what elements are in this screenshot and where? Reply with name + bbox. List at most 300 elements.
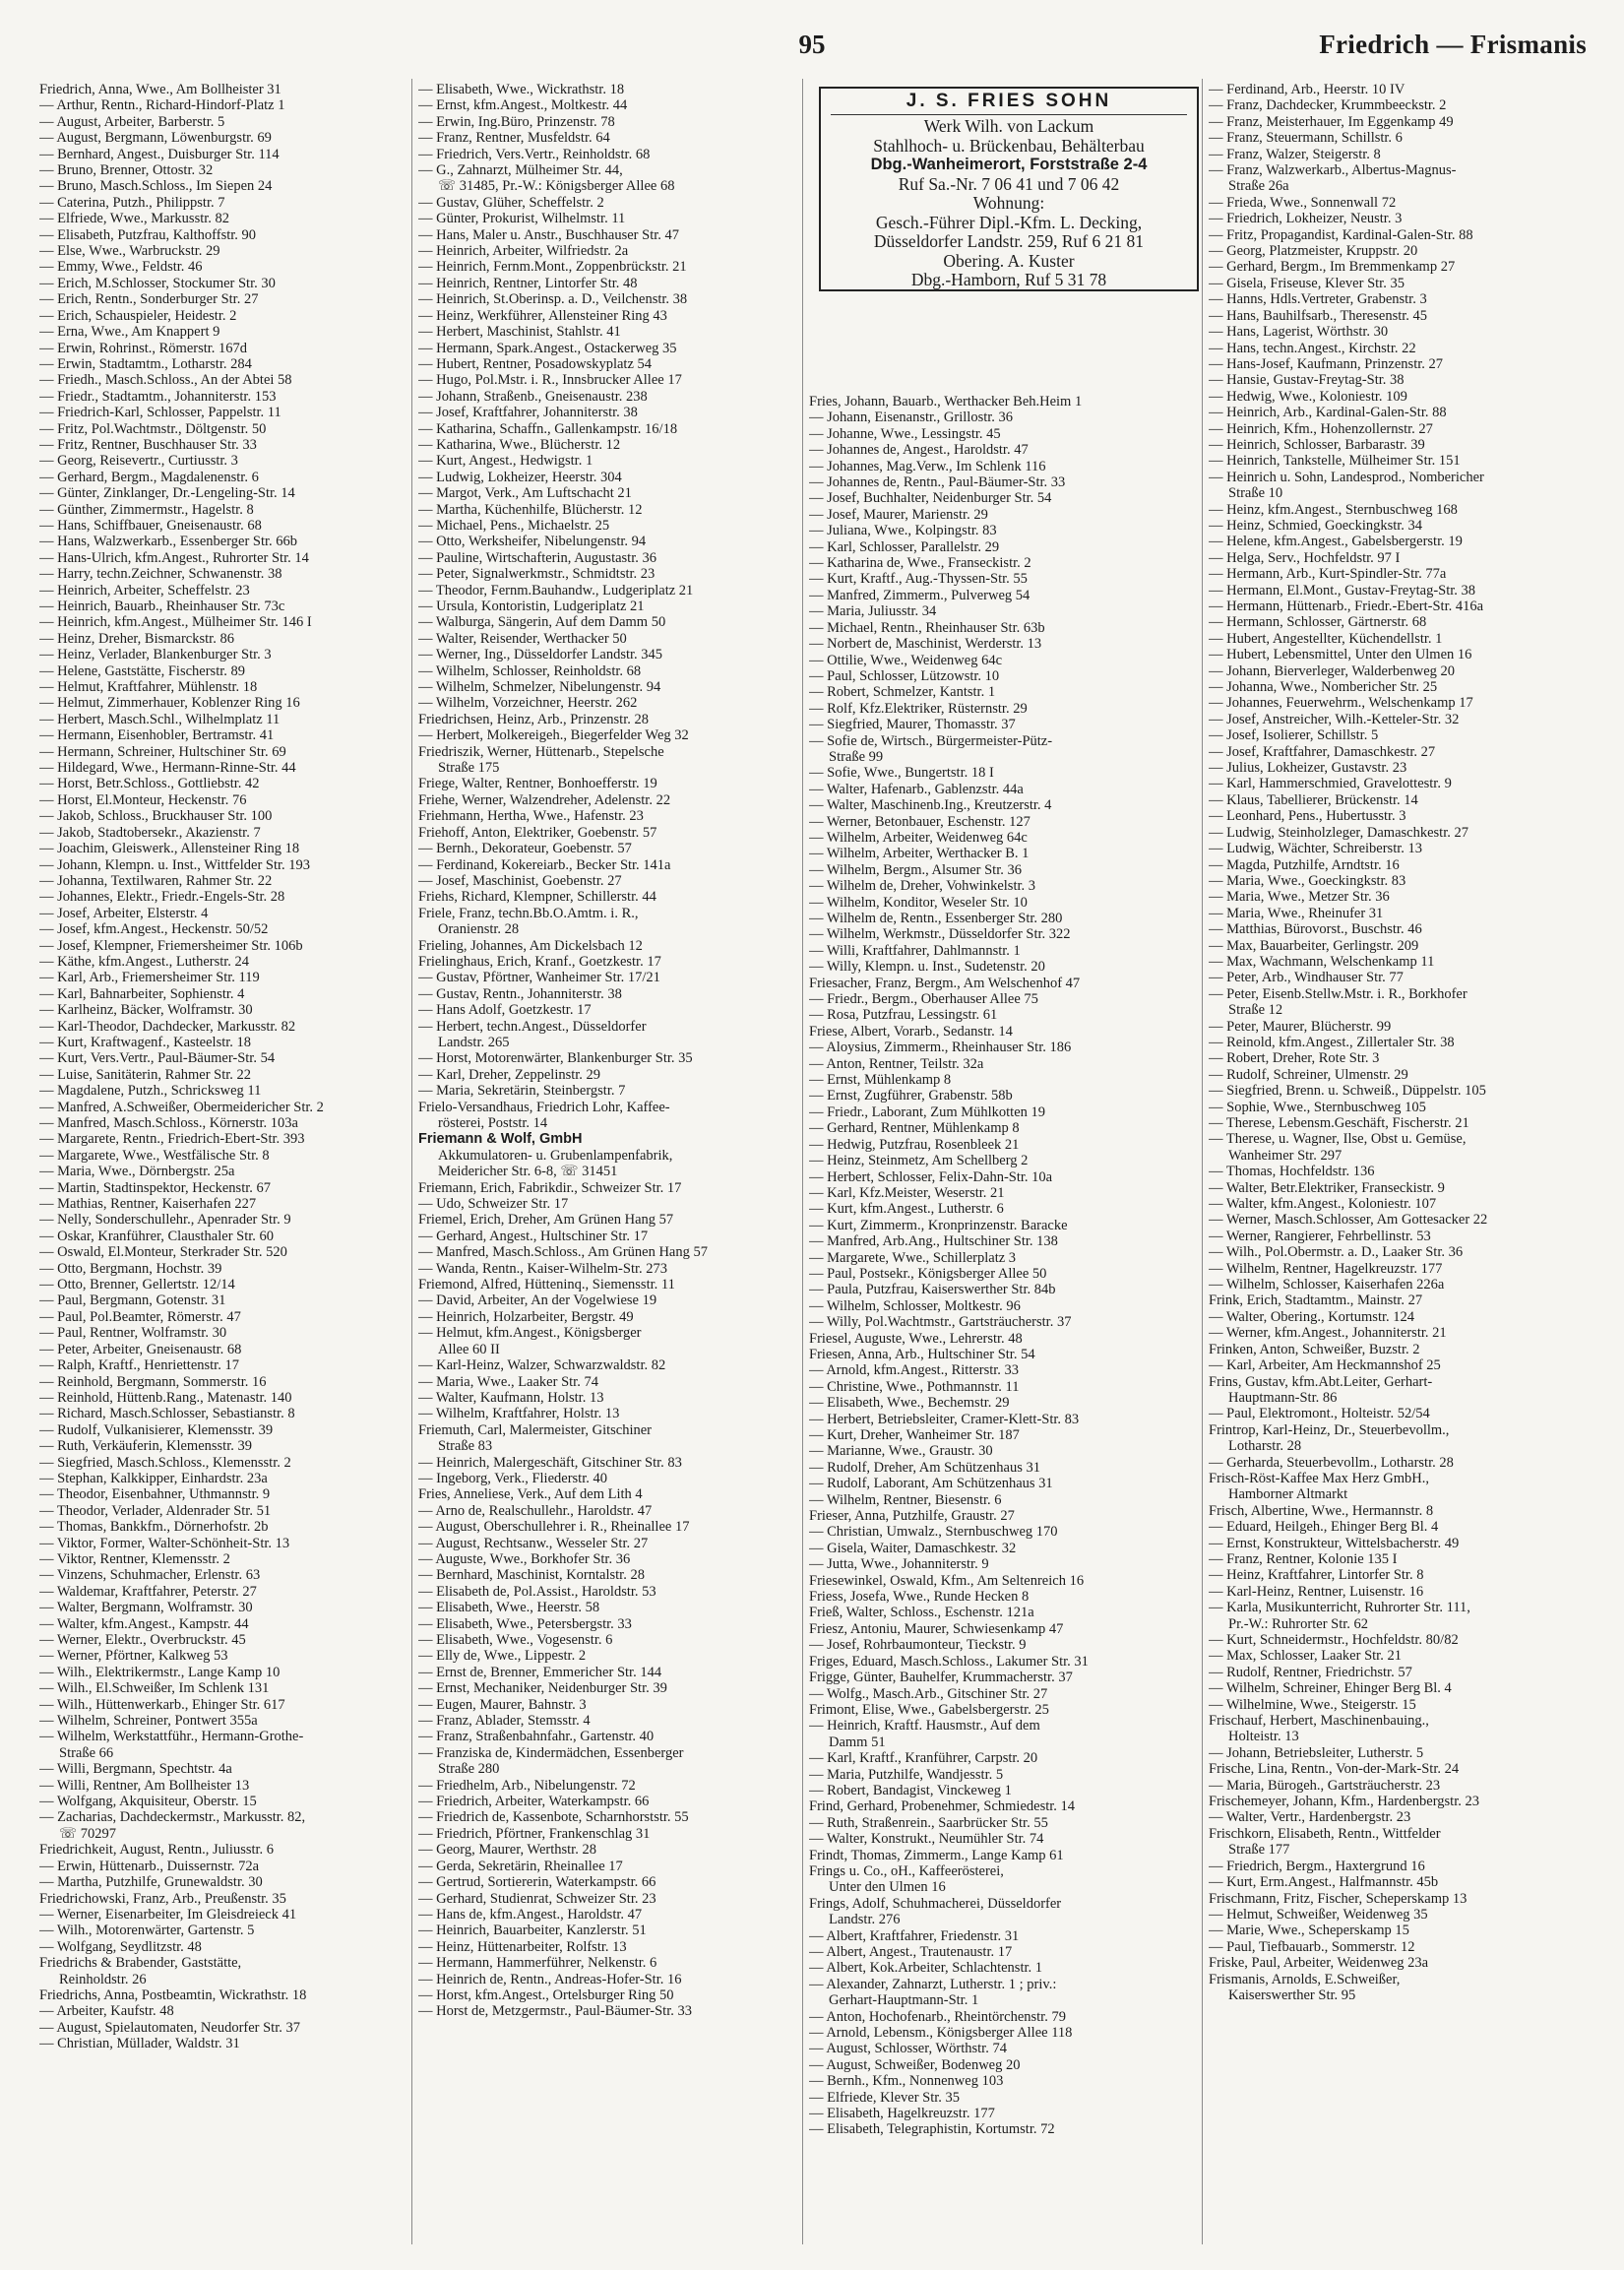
directory-entry-line: — Willi, Bergmann, Spechtstr. 4a xyxy=(39,1761,232,1778)
directory-entry-line: — Johann, Klempn. u. Inst., Wittfelder Str. 193 xyxy=(39,856,311,873)
directory-entry-line: — August, Schweißer, Bodenweg 20 xyxy=(809,2056,1021,2073)
ad-line: Dbg.-Wanheimerort, Forststraße 2-4 xyxy=(870,156,1148,173)
directory-entry-line: — Maria, Wwe., Goeckingkstr. 83 xyxy=(1209,872,1406,889)
directory-entry-line: — Wilh., Hüttenwerkarb., Ehinger Str. 617 xyxy=(39,1696,285,1713)
directory-entry-line: — Otto, Brenner, Gellertstr. 12/14 xyxy=(39,1277,235,1293)
directory-entry-line: — Hans, Walzwerkarb., Essenberger Str. 66b xyxy=(39,534,298,550)
directory-entry-line: — Wilhelm, Vorzeichner, Heerstr. 262 xyxy=(418,695,638,712)
directory-entry-line: — Josef, kfm.Angest., Heckenstr. 50/52 xyxy=(39,921,269,938)
directory-entry-line: — Elisabeth, Wwe., Bechemstr. 29 xyxy=(809,1395,1010,1412)
directory-entry-line: — Erich, Rentn., Sonderburger Str. 27 xyxy=(39,291,259,308)
directory-entry-line: — Wilhelm, Schmelzer, Nibelungenstr. 94 xyxy=(418,679,661,696)
directory-entry-line: — Arthur, Rentn., Richard-Hindorf-Platz 1 xyxy=(39,97,285,114)
directory-entry-line: — Gerhard, Bergm., Magdalenenstr. 6 xyxy=(39,469,259,485)
directory-entry-line: Straße 177 xyxy=(1228,1842,1290,1859)
directory-entry-line: — Reinhold, Hüttenb.Rang., Matenastr. 140 xyxy=(39,1389,292,1406)
directory-entry-line: — Erwin, Ing.Büro, Prinzenstr. 78 xyxy=(418,113,615,130)
directory-entry-line: — Robert, Schmelzer, Kantstr. 1 xyxy=(809,684,996,701)
directory-entry-line: — Kurt, Vers.Vertr., Paul-Bäumer-Str. 54 xyxy=(39,1050,276,1067)
directory-entry-line: — Karl, Arb., Friemersheimer Str. 119 xyxy=(39,970,260,986)
directory-entry-line: — Heinz, kfm.Angest., Sternbuschweg 168 xyxy=(1209,501,1458,518)
directory-entry-line: — Hans, Lagerist, Wörthstr. 30 xyxy=(1209,324,1389,341)
directory-entry-line: — Ernst, Mühlenkamp 8 xyxy=(809,1072,952,1089)
directory-entry-line: — Hubert, Rentner, Posadowskyplatz 54 xyxy=(418,355,653,372)
directory-entry-line: Friese, Albert, Vorarb., Sedanstr. 14 xyxy=(809,1023,1013,1040)
ad-line: Dbg.-Hamborn, Ruf 5 31 78 xyxy=(910,270,1107,289)
directory-entry-line: Frindt, Thomas, Zimmerm., Lange Kamp 61 xyxy=(809,1847,1064,1863)
directory-entry-line: — Wilhelm, Rentner, Hagelkreuzstr. 177 xyxy=(1209,1260,1443,1277)
directory-entry-line: — Gerhard, Studienrat, Schweizer Str. 23 xyxy=(418,1890,656,1907)
directory-entry-line: — Hanns, Hdls.Vertreter, Grabenstr. 3 xyxy=(1209,291,1427,308)
directory-entry-line: Friemann & Wolf, GmbH xyxy=(418,1131,583,1148)
directory-entry-line: — Franz, Straßenbahnfahr., Gartenstr. 40 xyxy=(418,1729,655,1745)
directory-entry-line: — Waldemar, Kraftfahrer, Peterstr. 27 xyxy=(39,1583,257,1600)
directory-entry-line: — Hermann, Eisenhobler, Bertramstr. 41 xyxy=(39,727,275,744)
directory-entry-line: — Elly de, Wwe., Lippestr. 2 xyxy=(418,1648,587,1665)
directory-entry-line: — Manfred, Masch.Schloss., Am Grünen Hang 57 xyxy=(418,1244,708,1261)
directory-entry-line: — Klaus, Tabellierer, Brückenstr. 14 xyxy=(1209,791,1418,808)
directory-entry-line: Friesacher, Franz, Bergm., Am Welschenhof 47 xyxy=(809,975,1081,991)
directory-entry-line: — Elisabeth, Wwe., Petersbergstr. 33 xyxy=(418,1615,632,1632)
directory-entry-line: — Theodor, Eisenbahner, Uthmannstr. 9 xyxy=(39,1486,271,1503)
directory-entry-line: — Wilhelm, Schreiner, Ehinger Berg Bl. 4 xyxy=(1209,1680,1452,1697)
directory-entry-line: — Marie, Wwe., Scheperskamp 15 xyxy=(1209,1923,1409,1939)
directory-entry-line: — Gerhard, Rentner, Mühlenkamp 8 xyxy=(809,1120,1020,1137)
directory-entry-line: — Mathias, Rentner, Kaiserhafen 227 xyxy=(39,1196,257,1213)
directory-entry-line: — Herbert, Schlosser, Felix-Dahn-Str. 10a xyxy=(809,1168,1053,1185)
directory-entry-line: — Willi, Kraftfahrer, Dahlmannstr. 1 xyxy=(809,942,1021,959)
directory-entry-line: — Helene, kfm.Angest., Gabelsbergerstr. 19 xyxy=(1209,534,1463,550)
directory-entry-line: — Karlheinz, Bäcker, Wolframstr. 30 xyxy=(39,1002,253,1019)
directory-entry-line: — Theodor, Fernm.Bauhandw., Ludgeriplatz 21 xyxy=(418,582,694,599)
directory-entry-line: Frielo-Versandhaus, Friedrich Lohr, Kaffee- xyxy=(418,1099,670,1115)
directory-entry-line: — Heinrich, Fernm.Mont., Zoppenbrückstr. 21 xyxy=(418,259,687,276)
directory-entry-line: — Fritz, Propagandist, Kardinal-Galen-Str. 88 xyxy=(1209,226,1473,243)
directory-entry-line: — Walter, Kaufmann, Holstr. 13 xyxy=(418,1389,604,1406)
directory-entry-line: — Erna, Wwe., Am Knappert 9 xyxy=(39,324,220,341)
directory-entry-line: — Ludwig, Wächter, Schreiberstr. 13 xyxy=(1209,841,1422,857)
directory-entry-line: — Christian, Umwalz., Sternbuschweg 170 xyxy=(809,1524,1058,1541)
directory-entry-line: — Maria, Sekretärin, Steinbergstr. 7 xyxy=(418,1083,626,1100)
directory-entry-line: Friemann, Erich, Fabrikdir., Schweizer Str. 17 xyxy=(418,1179,682,1196)
directory-entry-line: — Karl, Schlosser, Parallelstr. 29 xyxy=(809,538,1000,555)
directory-entry-line: — Elfriede, Klever Str. 35 xyxy=(809,2089,961,2106)
directory-entry-line: — Maria, Juliusstr. 34 xyxy=(809,603,937,620)
directory-entry-line: — Hildegard, Wwe., Hermann-Rinne-Str. 44 xyxy=(39,760,296,777)
directory-entry-line: — Robert, Dreher, Rote Str. 3 xyxy=(1209,1050,1380,1067)
directory-entry-line: Gerhart-Hauptmann-Str. 1 xyxy=(829,1992,979,2009)
directory-entry-line: — Karla, Musikunterricht, Ruhrorter Str. 111, xyxy=(1209,1600,1470,1616)
directory-entry-line: — Therese, u. Wagner, Ilse, Obst u. Gemüse, xyxy=(1209,1131,1467,1148)
directory-entry-line: Friedrichsen, Heinz, Arb., Prinzenstr. 28 xyxy=(418,711,649,727)
directory-entry-line: Straße 99 xyxy=(829,748,884,765)
directory-entry-line: — Karl, Arbeiter, Am Heckmannshof 25 xyxy=(1209,1357,1441,1374)
directory-entry-line: Frismanis, Arnolds, E.Schweißer, xyxy=(1209,1971,1401,1987)
directory-entry-line: — Reinold, kfm.Angest., Zillertaler Str. 38 xyxy=(1209,1034,1455,1050)
directory-entry-line: Friges, Eduard, Masch.Schloss., Lakumer Str. 31 xyxy=(809,1653,1089,1670)
directory-entry-line: Frink, Erich, Stadtamtm., Mainstr. 27 xyxy=(1209,1293,1423,1309)
directory-entry-line: — Peter, Eisenb.Stellw.Mstr. i. R., Borkhofer xyxy=(1209,985,1468,1002)
entry-column-4 xyxy=(1209,82,1583,2003)
directory-entry-line: — Manfred, Arb.Ang., Hultschiner Str. 138 xyxy=(809,1233,1058,1250)
directory-entry-line: — Günther, Zimmermstr., Hagelstr. 8 xyxy=(39,501,254,518)
directory-entry-line: — Michael, Pens., Michaelstr. 25 xyxy=(418,517,610,534)
directory-entry-line: — Heinrich, Malergeschäft, Gitschiner Str. 83 xyxy=(418,1454,682,1471)
directory-entry-line: — Johann, Bierverleger, Walderbenweg 20 xyxy=(1209,662,1456,679)
directory-entry-line: — Aloysius, Zimmerm., Rheinhauser Str. 186 xyxy=(809,1040,1072,1056)
directory-entry-line: Straße 12 xyxy=(1228,1002,1283,1019)
directory-entry-line: — Julius, Lokheizer, Gustavstr. 23 xyxy=(1209,760,1407,777)
directory-entry-line: — Maria, Wwe., Metzer Str. 36 xyxy=(1209,889,1390,906)
directory-entry-line: — Heinrich, Tankstelle, Mülheimer Str. 151 xyxy=(1209,453,1461,470)
directory-entry-line: — Ernst, Zugführer, Grabenstr. 58b xyxy=(809,1088,1013,1104)
directory-entry-line: — Georg, Platzmeister, Kruppstr. 20 xyxy=(1209,243,1418,260)
directory-entry-line: Unter den Ulmen 16 xyxy=(829,1879,946,1896)
ad-divider xyxy=(831,114,1187,115)
directory-entry-line: Straße 10 xyxy=(1228,485,1283,502)
directory-entry-line: — Friedrich, Pförtner, Frankenschlag 31 xyxy=(418,1825,651,1842)
directory-entry-line: — Maria, Putzhilfe, Wandjesstr. 5 xyxy=(809,1766,1004,1783)
directory-entry-line: — Josef, Anstreicher, Wilh.-Ketteler-Str. 32 xyxy=(1209,711,1460,727)
directory-entry-line: — Wilhelm, Werkmstr., Düsseldorfer Str. 322 xyxy=(809,926,1071,943)
directory-entry-line: — Gerhard, Bergm., Im Bremmenkamp 27 xyxy=(1209,259,1456,276)
directory-entry-line: Straße 280 xyxy=(438,1761,500,1778)
directory-entry-line: — Otto, Werksheifer, Nibelungenstr. 94 xyxy=(418,534,647,550)
directory-entry-line: — Wilhelm, Werkstattführ., Hermann-Grothe- xyxy=(39,1729,304,1745)
directory-entry-line: — Gerda, Sekretärin, Rheinallee 17 xyxy=(418,1858,623,1874)
directory-entry-line: Straße 83 xyxy=(438,1438,493,1455)
directory-entry-line: — Kurt, Dreher, Wanheimer Str. 187 xyxy=(809,1427,1020,1443)
directory-entry-line: — Gerhard, Angest., Hultschiner Str. 17 xyxy=(418,1228,649,1244)
directory-entry-line: — Johann, Straßenb., Gneisenaustr. 238 xyxy=(418,388,648,405)
directory-entry-line: — Wilhelm, Rentner, Biesenstr. 6 xyxy=(809,1491,1002,1508)
directory-entry-line: Landstr. 265 xyxy=(438,1034,510,1050)
directory-entry-line: — August, Spielautomaten, Neudorfer Str. 37 xyxy=(39,2019,300,2036)
directory-entry-line: — Werner, kfm.Angest., Johanniterstr. 21 xyxy=(1209,1325,1447,1342)
directory-entry-line: Frins, Gustav, kfm.Abt.Leiter, Gerhart- xyxy=(1209,1373,1433,1390)
directory-entry-line: — Walburga, Sängerin, Auf dem Damm 50 xyxy=(418,614,666,631)
directory-entry-line: — Katharina, Wwe., Blücherstr. 12 xyxy=(418,436,621,453)
directory-entry-line: — Erich, M.Schlosser, Stockumer Str. 30 xyxy=(39,275,276,291)
directory-entry-line: — Ludwig, Steinholzleger, Damaschkestr. 27 xyxy=(1209,824,1468,841)
directory-entry-line: — Heinrich, Kfm., Hohenzollernstr. 27 xyxy=(1209,420,1433,437)
directory-entry-line: Frieß, Walter, Schloss., Eschenstr. 121a xyxy=(809,1605,1034,1621)
directory-entry-line: — Friedr., Bergm., Oberhauser Allee 75 xyxy=(809,991,1038,1008)
directory-entry-line: Kaiserswerther Str. 95 xyxy=(1228,1986,1356,2003)
directory-entry-line: — Walter, Reisender, Werthacker 50 xyxy=(418,630,627,647)
directory-entry-line: — Wolfgang, Seydlitzstr. 48 xyxy=(39,1938,202,1955)
directory-entry-line: — Arbeiter, Kaufstr. 48 xyxy=(39,2003,174,2020)
directory-entry-line: — Eugen, Maurer, Bahnstr. 3 xyxy=(418,1696,587,1713)
directory-entry-line: — Bernh., Dekorateur, Goebenstr. 57 xyxy=(418,841,632,857)
directory-entry-line: — Heinrich, Holzarbeiter, Bergstr. 49 xyxy=(418,1308,634,1325)
directory-entry-line: — Erich, Schauspieler, Heidestr. 2 xyxy=(39,307,237,324)
directory-entry-line: — Rudolf, Rentner, Friedrichstr. 57 xyxy=(1209,1664,1412,1680)
directory-entry-line: — Elisabeth, Telegraphistin, Kortumstr. 72 xyxy=(809,2121,1055,2138)
directory-entry-line: Wanheimer Str. 297 xyxy=(1228,1147,1343,1164)
directory-entry-line: rösterei, Poststr. 14 xyxy=(438,1115,548,1131)
directory-entry-line: — Werner, Rangierer, Fehrbellinstr. 53 xyxy=(1209,1228,1431,1244)
directory-entry-line: — Hermann, Schreiner, Hultschiner Str. 69 xyxy=(39,743,286,760)
directory-entry-line: — Wilhelm, Arbeiter, Weidenweg 64c xyxy=(809,829,1028,846)
directory-entry-line: — Heinz, Dreher, Bismarckstr. 86 xyxy=(39,630,234,647)
directory-entry-line: — Karl, Kraftf., Kranführer, Carpstr. 20 xyxy=(809,1750,1038,1767)
directory-entry-line: — Ludwig, Lokheizer, Heerstr. 304 xyxy=(418,469,622,485)
directory-entry-line: — Caterina, Putzh., Philippstr. 7 xyxy=(39,194,225,211)
directory-entry-line: — Georg, Reisevertr., Curtiusstr. 3 xyxy=(39,453,238,470)
directory-entry-line: — Franziska de, Kindermädchen, Essenberger xyxy=(418,1744,684,1761)
directory-entry-line: — Heinz, Verlader, Blankenburger Str. 3 xyxy=(39,647,272,663)
directory-entry-line: Friesewinkel, Oswald, Kfm., Am Seltenreich 16 xyxy=(809,1572,1085,1589)
directory-entry-line: Friele, Franz, techn.Bb.O.Amtm. i. R., xyxy=(418,905,639,921)
directory-entry-line: — Helmut, Kraftfahrer, Mühlenstr. 18 xyxy=(39,679,258,696)
directory-entry-line: Frintrop, Karl-Heinz, Dr., Steuerbevollm., xyxy=(1209,1421,1450,1438)
directory-entry-line: — Zacharias, Dachdeckermstr., Markusstr. 82, xyxy=(39,1809,306,1826)
directory-entry-line: — August, Oberschullehrer i. R., Rheinallee 17 xyxy=(418,1519,690,1536)
directory-entry-line: Friedrich, Anna, Wwe., Am Bollheister 31 xyxy=(39,82,281,97)
directory-entry-line: — Johannes, Elektr., Friedr.-Engels-Str. 28 xyxy=(39,889,285,906)
directory-entry-line: — Stephan, Kalkkipper, Einhardstr. 23a xyxy=(39,1470,268,1486)
directory-entry-line: — Walter, Vertr., Hardenbergstr. 23 xyxy=(1209,1809,1411,1826)
directory-entry-line: — Werner, Betonbauer, Eschenstr. 127 xyxy=(809,813,1031,830)
directory-entry-line: — Karl, Bahnarbeiter, Sophienstr. 4 xyxy=(39,985,245,1002)
directory-entry-line: — Nelly, Sonderschullehr., Apenrader Str. 9 xyxy=(39,1212,291,1229)
directory-entry-line: — Walter, Obering., Kortumstr. 124 xyxy=(1209,1308,1415,1325)
directory-entry-line: — Ferdinand, Arb., Heerstr. 10 IV xyxy=(1209,82,1405,97)
directory-entry-line: — Joachim, Gleiswerk., Allensteiner Ring 18 xyxy=(39,841,300,857)
directory-entry-line: Frische, Lina, Rentn., Von-der-Mark-Str. 24 xyxy=(1209,1761,1460,1778)
ad-line: Düsseldorfer Landstr. 259, Ruf 6 21 81 xyxy=(873,231,1145,251)
directory-entry-line: — Johanna, Wwe., Nombericher Str. 25 xyxy=(1209,679,1438,696)
directory-entry-line: — Johannes de, Angest., Haroldstr. 47 xyxy=(809,442,1029,459)
directory-entry-line: — Wilhelm, Konditor, Weseler Str. 10 xyxy=(809,894,1028,911)
directory-entry-line: — Auguste, Wwe., Borkhofer Str. 36 xyxy=(418,1550,631,1567)
directory-entry-line: — Albert, Kraftfahrer, Friedenstr. 31 xyxy=(809,1927,1020,1944)
directory-entry-line: — Johannes de, Rentn., Paul-Bäumer-Str. 33 xyxy=(809,474,1066,491)
directory-entry-line: — Herbert, Masch.Schl., Wilhelmplatz 11 xyxy=(39,711,281,727)
directory-entry-line: — Sofie, Wwe., Bungertstr. 18 I xyxy=(809,765,994,782)
directory-entry-line: — Werner, Ing., Düsseldorfer Landstr. 345 xyxy=(418,647,663,663)
directory-entry-line: — Ferdinand, Kokereiarb., Becker Str. 141a xyxy=(418,856,671,873)
directory-entry-line: Reinholdstr. 26 xyxy=(59,1971,147,1987)
directory-entry-line: — Martha, Küchenhilfe, Blücherstr. 12 xyxy=(418,501,643,518)
directory-entry-line: — Wilhelm, Bergm., Alsumer Str. 36 xyxy=(809,861,1022,878)
directory-entry-line: — Friedrich, Vers.Vertr., Reinholdstr. 68 xyxy=(418,146,651,162)
directory-entry-line: — Harry, techn.Zeichner, Schwanenstr. 38 xyxy=(39,566,282,583)
directory-entry-line: Friehoff, Anton, Elektriker, Goebenstr. 57 xyxy=(418,824,657,841)
directory-entry-line: — Paul, Rentner, Wolframstr. 30 xyxy=(39,1325,227,1342)
directory-entry-line: — Wanda, Rentn., Kaiser-Wilhelm-Str. 273 xyxy=(418,1260,668,1277)
directory-entry-line: — Ernst, kfm.Angest., Moltkestr. 44 xyxy=(418,97,628,114)
entry-column-1 xyxy=(39,82,413,2052)
directory-entry-line: Hauptmann-Str. 86 xyxy=(1228,1389,1338,1406)
directory-entry-line: — Gertrud, Sortiererin, Waterkampstr. 66 xyxy=(418,1874,656,1891)
directory-entry-line: — Rudolf, Schreiner, Ulmenstr. 29 xyxy=(1209,1066,1408,1083)
directory-entry-line: — Walter, Hafenarb., Gablenzstr. 44a xyxy=(809,781,1024,797)
directory-entry-line: — Walter, kfm.Angest., Koloniestr. 107 xyxy=(1209,1196,1437,1213)
directory-entry-line: — Wilh., El.Schweißer, Im Schlenk 131 xyxy=(39,1680,270,1697)
directory-entry-line: — Hans-Ulrich, kfm.Angest., Ruhrorter Str. 14 xyxy=(39,549,309,566)
directory-entry-line: — Heinrich, Schlosser, Barbarastr. 39 xyxy=(1209,436,1425,453)
directory-entry-line: — Siegfried, Brenn. u. Schweiß., Düppelstr. 105 xyxy=(1209,1083,1486,1100)
directory-entry-line: — Max, Schlosser, Laaker Str. 21 xyxy=(1209,1648,1402,1665)
directory-entry-line: — Ernst, Mechaniker, Neidenburger Str. 39 xyxy=(418,1680,667,1697)
page-header-title: Friedrich — Frismanis xyxy=(1319,30,1587,59)
directory-entry-line: — Paul, Pol.Beamter, Römerstr. 47 xyxy=(39,1308,241,1325)
directory-entry-line: Friehs, Richard, Klempner, Schillerstr. 44 xyxy=(418,889,656,906)
directory-entry-line: Friehe, Werner, Walzendreher, Adelenstr. 22 xyxy=(418,791,671,808)
directory-entry-line: — Hubert, Angestellter, Küchendellstr. 1 xyxy=(1209,630,1443,647)
directory-entry-line: — Kurt, Kraftwagenf., Kasteelstr. 18 xyxy=(39,1034,252,1050)
directory-entry-line: Frind, Gerhard, Probenehmer, Schmiedestr. 14 xyxy=(809,1798,1076,1815)
directory-entry-line: Friehmann, Hertha, Wwe., Hafenstr. 23 xyxy=(418,808,644,825)
directory-entry-line: Friege, Walter, Rentner, Bonhoefferstr. 19 xyxy=(418,776,657,792)
directory-entry-line: — Kurt, Erm.Angest., Halfmannstr. 45b xyxy=(1209,1874,1439,1891)
directory-entry-line: — Hermann, Hammerführer, Nelkenstr. 6 xyxy=(418,1955,657,1972)
directory-entry-line: — Arnold, kfm.Angest., Ritterstr. 33 xyxy=(809,1362,1020,1379)
directory-entry-line: — Else, Wwe., Warbruckstr. 29 xyxy=(39,243,220,260)
directory-entry-line: Landstr. 276 xyxy=(829,1912,901,1928)
directory-entry-line: — Matthias, Bürovorst., Buschstr. 46 xyxy=(1209,921,1422,938)
directory-entry-line: — Peter, Maurer, Blücherstr. 99 xyxy=(1209,1018,1392,1035)
directory-entry-line: — Karl, Kfz.Meister, Weserstr. 21 xyxy=(809,1184,1005,1201)
directory-entry-line: — Helmut, Schweißer, Weidenweg 35 xyxy=(1209,1906,1428,1923)
directory-entry-line: — Horst, Motorenwärter, Blankenburger Str. 35 xyxy=(418,1050,693,1067)
directory-entry-line: — Kurt, Angest., Hedwigstr. 1 xyxy=(418,453,593,470)
directory-entry-line: — Franz, Walzwerkarb., Albertus-Magnus- xyxy=(1209,162,1457,179)
directory-entry-line: — Herbert, Betriebsleiter, Cramer-Klett-Str. 83 xyxy=(809,1411,1080,1427)
directory-entry-line: — Hugo, Pol.Mstr. i. R., Innsbrucker Allee 17 xyxy=(418,372,682,389)
ad-line: Wohnung: xyxy=(972,193,1045,213)
ad-line: Ruf Sa.-Nr. 7 06 41 und 7 06 42 xyxy=(898,173,1120,194)
directory-entry-line: — Heinz, Schmied, Goeckingkstr. 34 xyxy=(1209,517,1423,534)
directory-entry-line: — Herbert, Molkereigeh., Biegerfelder Weg 32 xyxy=(418,727,689,744)
directory-entry-line: — Horst, Betr.Schloss., Gottliebstr. 42 xyxy=(39,776,260,792)
directory-entry-line: Frisch-Röst-Kaffee Max Herz GmbH., xyxy=(1209,1470,1430,1486)
directory-entry-line: — Heinrich, Bauarbeiter, Kanzlerstr. 51 xyxy=(418,1923,647,1939)
directory-entry-line: — Kurt, Schneidermstr., Hochfeldstr. 80/82 xyxy=(1209,1632,1459,1648)
directory-entry-line: — Werner, Elektr., Overbruckstr. 45 xyxy=(39,1632,246,1648)
directory-entry-line: — Martin, Stadtinspektor, Heckenstr. 67 xyxy=(39,1179,272,1196)
directory-entry-line: — Margot, Verk., Am Luftschacht 21 xyxy=(418,485,632,502)
directory-entry-line: — Peter, Arb., Windhauser Str. 77 xyxy=(1209,970,1404,986)
ad-line: Gesch.-Führer Dipl.-Kfm. L. Decking, xyxy=(875,212,1143,232)
directory-entry-line: — Hans, techn.Angest., Kirchstr. 22 xyxy=(1209,340,1416,356)
directory-entry-line: — Hermann, Arb., Kurt-Spindler-Str. 77a xyxy=(1209,566,1447,583)
directory-entry-line: — Max, Wachmann, Welschenkamp 11 xyxy=(1209,953,1435,970)
directory-entry-line: Friedrichs & Brabender, Gaststätte, xyxy=(39,1955,242,1972)
directory-entry-line: — Margarete, Wwe., Westfälische Str. 8 xyxy=(39,1147,270,1164)
directory-entry-line: — Peter, Signalwerkmstr., Schmidtstr. 23 xyxy=(418,566,656,583)
directory-entry-line: — Manfred, A.Schweißer, Obermeidericher Str. 2 xyxy=(39,1099,324,1115)
page-number: 95 xyxy=(798,30,826,59)
directory-entry-line: — Heinrich, kfm.Angest., Mülheimer Str. 146 I xyxy=(39,614,312,631)
directory-entry-line: — Robert, Bandagist, Vinckeweg 1 xyxy=(809,1782,1012,1798)
ad-line: Obering. A. Kuster xyxy=(943,250,1075,271)
directory-entry-line: — Johannes, Feuerwehrm., Welschenkamp 17 xyxy=(1209,695,1473,712)
directory-entry-line: — Ernst de, Brenner, Emmericher Str. 144 xyxy=(418,1664,662,1680)
directory-entry-line: — Gustav, Glüher, Scheffelstr. 2 xyxy=(418,194,604,211)
directory-entry-line: — Leonhard, Pens., Hubertusstr. 3 xyxy=(1209,808,1406,825)
directory-entry-line: — Hermann, Hüttenarb., Friedr.-Ebert-Str. 416a xyxy=(1209,599,1484,614)
directory-entry-line: — Anton, Hochofenarb., Rheintörchenstr. 79 xyxy=(809,2008,1066,2025)
directory-entry-line: — Heinrich de, Rentn., Andreas-Hofer-Str. 16 xyxy=(418,1971,682,1987)
directory-entry-line: — Heinrich, Bauarb., Rheinhauser Str. 73c xyxy=(39,599,285,614)
directory-entry-line: — Wolfgang, Akquisiteur, Oberstr. 15 xyxy=(39,1794,257,1810)
directory-entry-line: — Wilhelm de, Rentn., Essenberger Str. 280 xyxy=(809,911,1063,926)
directory-entry-line: — Margarete, Wwe., Schillerplatz 3 xyxy=(809,1249,1017,1266)
directory-entry-line: — Viktor, Rentner, Klemensstr. 2 xyxy=(39,1550,230,1567)
directory-entry-line: Fries, Johann, Bauarb., Werthacker Beh.Heim 1 xyxy=(809,394,1083,410)
directory-entry-line: — Kurt, Kraftf., Aug.-Thyssen-Str. 55 xyxy=(809,571,1028,588)
directory-entry-line: — August, Bergmann, Löwenburgstr. 69 xyxy=(39,130,272,147)
directory-entry-line: — Emmy, Wwe., Feldstr. 46 xyxy=(39,259,203,276)
directory-entry-line: — Gustav, Rentn., Johanniterstr. 38 xyxy=(418,985,622,1002)
directory-entry-line: Frischemeyer, Johann, Kfm., Hardenbergstr. 23 xyxy=(1209,1794,1479,1810)
directory-entry-line: — Günter, Zinklanger, Dr.-Lengeling-Str. 14 xyxy=(39,485,295,502)
directory-entry-line: — Arno de, Realschullehr., Haroldstr. 47 xyxy=(418,1502,653,1519)
directory-entry-line: — Walter, Bergmann, Wolframstr. 30 xyxy=(39,1600,253,1616)
directory-entry-line: — Fritz, Pol.Wachtmstr., Döltgenstr. 50 xyxy=(39,420,267,437)
directory-entry-line: — Günter, Prokurist, Wilhelmstr. 11 xyxy=(418,211,626,227)
directory-entry-line: — Heinz, Kraftfahrer, Lintorfer Str. 8 xyxy=(1209,1567,1424,1584)
directory-entry-line: — Paul, Schlosser, Lützowstr. 10 xyxy=(809,667,1000,684)
directory-entry-line: Frieser, Anna, Putzhilfe, Graustr. 27 xyxy=(809,1508,1015,1525)
directory-entry-line: — Siegfried, Maurer, Thomasstr. 37 xyxy=(809,717,1016,733)
directory-entry-line: — Luise, Sanitäterin, Rahmer Str. 22 xyxy=(39,1066,252,1083)
directory-entry-line: — Manfred, Zimmerm., Pulverweg 54 xyxy=(809,587,1031,603)
directory-entry-line: — Friedrich, Arbeiter, Waterkampstr. 66 xyxy=(418,1794,650,1810)
entry-column-3 xyxy=(809,394,1183,2138)
directory-entry-line: — Manfred, Masch.Schloss., Körnerstr. 103a xyxy=(39,1115,298,1131)
directory-entry-line: — Hans, Maler u. Anstr., Buschhauser Str. 47 xyxy=(418,226,680,243)
directory-entry-line: — Karl-Theodor, Dachdecker, Markusstr. 82 xyxy=(39,1018,296,1035)
directory-entry-line: — Elisabeth, Wwe., Heerstr. 58 xyxy=(418,1600,600,1616)
directory-entry-line: — Wilhelm, Schlosser, Moltkestr. 96 xyxy=(809,1297,1021,1314)
directory-entry-line: ☏ 31485, Pr.-W.: Königsberger Allee 68 xyxy=(438,178,675,195)
directory-entry-line: — Franz, Rentner, Kolonie 135 I xyxy=(1209,1550,1398,1567)
directory-entry-line: — Christian, Müllader, Waldstr. 31 xyxy=(39,2036,240,2052)
directory-entry-line: — Magdalene, Putzh., Schricksweg 11 xyxy=(39,1083,262,1100)
directory-entry-line: — Josef, Buchhalter, Neidenburger Str. 54 xyxy=(809,490,1052,507)
directory-entry-line: — Sophie, Wwe., Sternbuschweg 105 xyxy=(1209,1099,1426,1115)
directory-entry-line: — Albert, Kok.Arbeiter, Schlachtenstr. 1 xyxy=(809,1960,1043,1977)
directory-entry-line: — Friedrich, Lokheizer, Neustr. 3 xyxy=(1209,211,1403,227)
directory-entry-line: — Johann, Betriebsleiter, Lutherstr. 5 xyxy=(1209,1744,1424,1761)
directory-entry-line: — Erwin, Stadtamtm., Lotharstr. 284 xyxy=(39,355,252,372)
directory-entry-line: — Josef, Maschinist, Goebenstr. 27 xyxy=(418,872,622,889)
directory-entry-line: Friedrichowski, Franz, Arb., Preußenstr. 35 xyxy=(39,1890,286,1907)
directory-entry-line: — Wilhelm, Schlosser, Reinholdstr. 68 xyxy=(418,662,642,679)
directory-entry-line: — Friedhelm, Arb., Nibelungenstr. 72 xyxy=(418,1777,636,1794)
directory-entry-line: — Herbert, techn.Angest., Düsseldorfer xyxy=(418,1018,647,1035)
directory-entry-line: — Werner, Eisenarbeiter, Im Gleisdreieck 41 xyxy=(39,1906,297,1923)
directory-entry-line: Pr.-W.: Ruhrorter Str. 62 xyxy=(1228,1615,1369,1632)
directory-entry-line: Damm 51 xyxy=(829,1734,886,1750)
directory-entry-line: — Hans Adolf, Goetzkestr. 17 xyxy=(418,1002,592,1019)
directory-entry-line: — Friedr., Stadtamtm., Johanniterstr. 153 xyxy=(39,388,277,405)
directory-entry-line: — Elisabeth, Wwe., Wickrathstr. 18 xyxy=(418,82,625,97)
directory-entry-line: — Paul, Bergmann, Gotenstr. 31 xyxy=(39,1293,226,1309)
directory-entry-line: — Michael, Rentn., Rheinhauser Str. 63b xyxy=(809,619,1045,636)
directory-entry-line: — Margarete, Rentn., Friedrich-Ebert-Str. 393 xyxy=(39,1131,305,1148)
directory-entry-line: — Ingeborg, Verk., Fliederstr. 40 xyxy=(418,1470,607,1486)
directory-entry-line: — Horst, kfm.Angest., Ortelsburger Ring 50 xyxy=(418,1986,674,2003)
directory-entry-line: Allee 60 II xyxy=(438,1341,500,1357)
directory-entry-line: — Paul, Postsekr., Königsberger Allee 50 xyxy=(809,1265,1047,1282)
directory-entry-line: — Bernh., Kfm., Nonnenweg 103 xyxy=(809,2073,1004,2090)
directory-entry-line: — Walter, Maschinenb.Ing., Kreutzerstr. 4 xyxy=(809,797,1052,814)
